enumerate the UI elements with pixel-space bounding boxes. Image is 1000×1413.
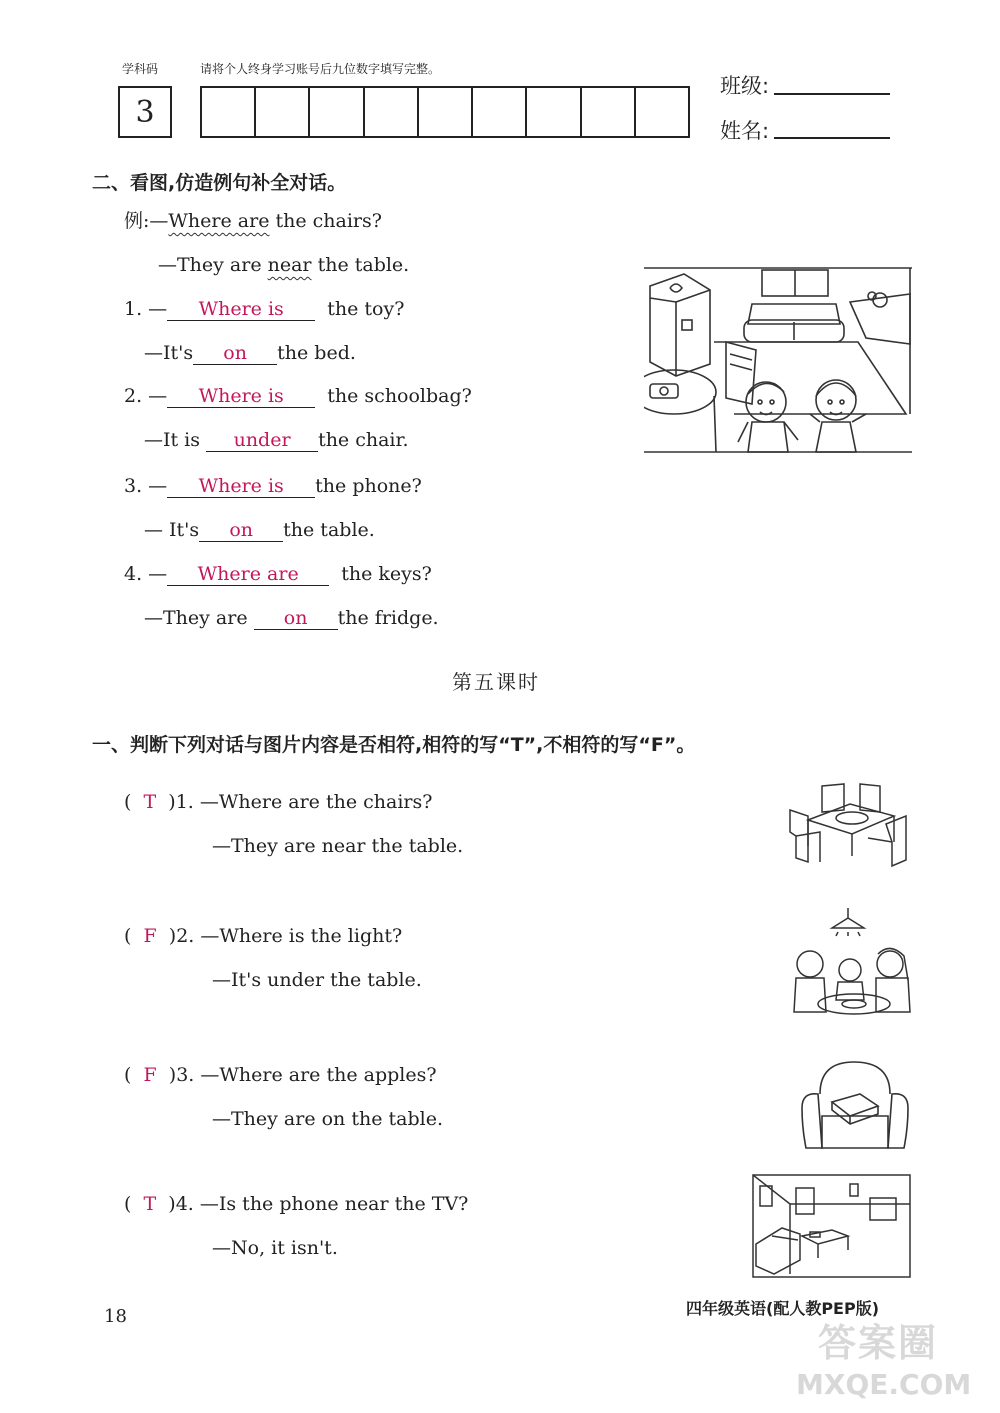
- open-paren: (: [124, 1064, 132, 1086]
- item-number: )4. —: [168, 1193, 219, 1215]
- open-paren: (: [124, 1193, 132, 1215]
- s2-item-4-question: [124, 561, 432, 587]
- answer-text: the chair.: [318, 429, 409, 451]
- answer-prefix: —They are: [144, 607, 248, 629]
- answer-text: the bed.: [277, 342, 356, 364]
- digit-cell[interactable]: [365, 88, 419, 136]
- open-paren: (: [124, 791, 132, 813]
- question-text: Where are the apples?: [219, 1064, 437, 1086]
- judge-answer[interactable]: F: [143, 1064, 157, 1086]
- s2-item-3-answer: [144, 517, 375, 543]
- question-text: the phone?: [315, 475, 422, 497]
- watermark-logo: 答案圈: [818, 1321, 939, 1365]
- s2-item-1-question: [124, 296, 404, 322]
- living-room-illustration: [644, 264, 912, 456]
- item-number: )3. —: [168, 1064, 220, 1086]
- answer-blank[interactable]: Where is: [167, 297, 315, 321]
- question-text: the schoolbag?: [327, 385, 472, 407]
- section-heading-1: 一、判断下列对话与图片内容是否相符,相符的写“T”,不相符的写“F”。: [92, 734, 696, 756]
- example-answer-prefix: —They are: [158, 254, 268, 276]
- judge-answer[interactable]: T: [143, 1193, 157, 1215]
- judge-item-2-question: [124, 923, 402, 949]
- digit-cell[interactable]: [636, 88, 688, 136]
- item-number: 2. —: [124, 385, 168, 407]
- s2-item-2-answer: [144, 427, 409, 453]
- judge-answer[interactable]: T: [143, 791, 157, 813]
- question-text: Is the phone near the TV?: [218, 1193, 469, 1215]
- answer-blank[interactable]: Where is: [167, 384, 315, 408]
- subject-code-label: 学科码: [122, 62, 159, 76]
- account-digit-boxes[interactable]: [200, 86, 690, 138]
- example-prefix: 例:—: [124, 210, 169, 232]
- judge-item-4-answer: —No, it isn't.: [212, 1237, 338, 1259]
- digit-cell[interactable]: [582, 88, 636, 136]
- example-question-rest: the chairs?: [269, 210, 382, 232]
- living-room-tv-illustration: [752, 1174, 912, 1278]
- book-title: 四年级英语(配人教PEP版): [686, 1299, 880, 1318]
- digit-cell[interactable]: [527, 88, 581, 136]
- answer-text: the table.: [283, 519, 375, 541]
- name-field[interactable]: [774, 137, 890, 139]
- answer-blank[interactable]: under: [206, 428, 318, 452]
- s2-item-4-answer: [144, 605, 439, 631]
- judge-item-3-question: [124, 1062, 437, 1088]
- watermark-url: MXQE.COM: [796, 1368, 972, 1401]
- answer-blank[interactable]: Where are: [167, 562, 329, 586]
- digit-cell[interactable]: [202, 88, 256, 136]
- question-text: Where is the light?: [219, 925, 403, 947]
- item-number: 1. —: [124, 298, 168, 320]
- answer-prefix: — It's: [144, 519, 200, 541]
- s2-item-3-question: [124, 473, 422, 499]
- open-paren: (: [124, 925, 132, 947]
- account-instruction: 请将个人终身学习账号后九位数字填写完整。: [200, 62, 441, 76]
- subject-code: 3: [135, 94, 155, 130]
- answer-blank[interactable]: on: [193, 341, 277, 365]
- digit-cell[interactable]: [310, 88, 364, 136]
- example-question: [124, 208, 382, 234]
- name-label: 姓名:: [720, 119, 770, 143]
- answer-blank[interactable]: on: [254, 606, 338, 630]
- judge-answer[interactable]: F: [143, 925, 157, 947]
- answer-prefix: —It's: [144, 342, 194, 364]
- item-number: 3. —: [124, 475, 168, 497]
- lesson-title: 第五课时: [452, 670, 540, 694]
- example-answer: [158, 252, 409, 278]
- answer-text: the fridge.: [337, 607, 439, 629]
- s2-item-1-answer: [144, 340, 356, 366]
- table-chairs-illustration: [786, 776, 912, 868]
- judge-item-1-question: [124, 789, 432, 815]
- class-label: 班级:: [720, 74, 770, 98]
- item-number: )2. —: [168, 925, 220, 947]
- answer-blank[interactable]: on: [199, 518, 283, 542]
- example-question-key: Where are: [168, 210, 270, 232]
- example-answer-key: near: [267, 254, 312, 276]
- subject-code-box: [118, 86, 172, 138]
- judge-item-2-answer: —It's under the table.: [212, 969, 422, 991]
- s2-item-2-question: [124, 383, 472, 409]
- class-field[interactable]: [774, 93, 890, 95]
- question-text: Where are the chairs?: [218, 791, 433, 813]
- judge-item-3-answer: —They are on the table.: [212, 1108, 443, 1130]
- digit-cell[interactable]: [256, 88, 310, 136]
- item-number: 4. —: [124, 563, 168, 585]
- page-number: 18: [104, 1306, 127, 1327]
- armchair-illustration: [798, 1056, 912, 1154]
- judge-item-1-answer: —They are near the table.: [212, 835, 464, 857]
- question-text: the toy?: [327, 298, 405, 320]
- digit-cell[interactable]: [473, 88, 527, 136]
- digit-cell[interactable]: [419, 88, 473, 136]
- section-heading-2: 二、看图,仿造例句补全对话。: [92, 172, 347, 194]
- question-text: the keys?: [341, 563, 432, 585]
- judge-item-4-question: [124, 1191, 468, 1217]
- answer-prefix: —It is: [144, 429, 201, 451]
- item-number: )1. —: [168, 791, 219, 813]
- family-dinner-illustration: [792, 908, 914, 1020]
- answer-blank[interactable]: Where is: [167, 474, 315, 498]
- example-answer-rest: the table.: [311, 254, 410, 276]
